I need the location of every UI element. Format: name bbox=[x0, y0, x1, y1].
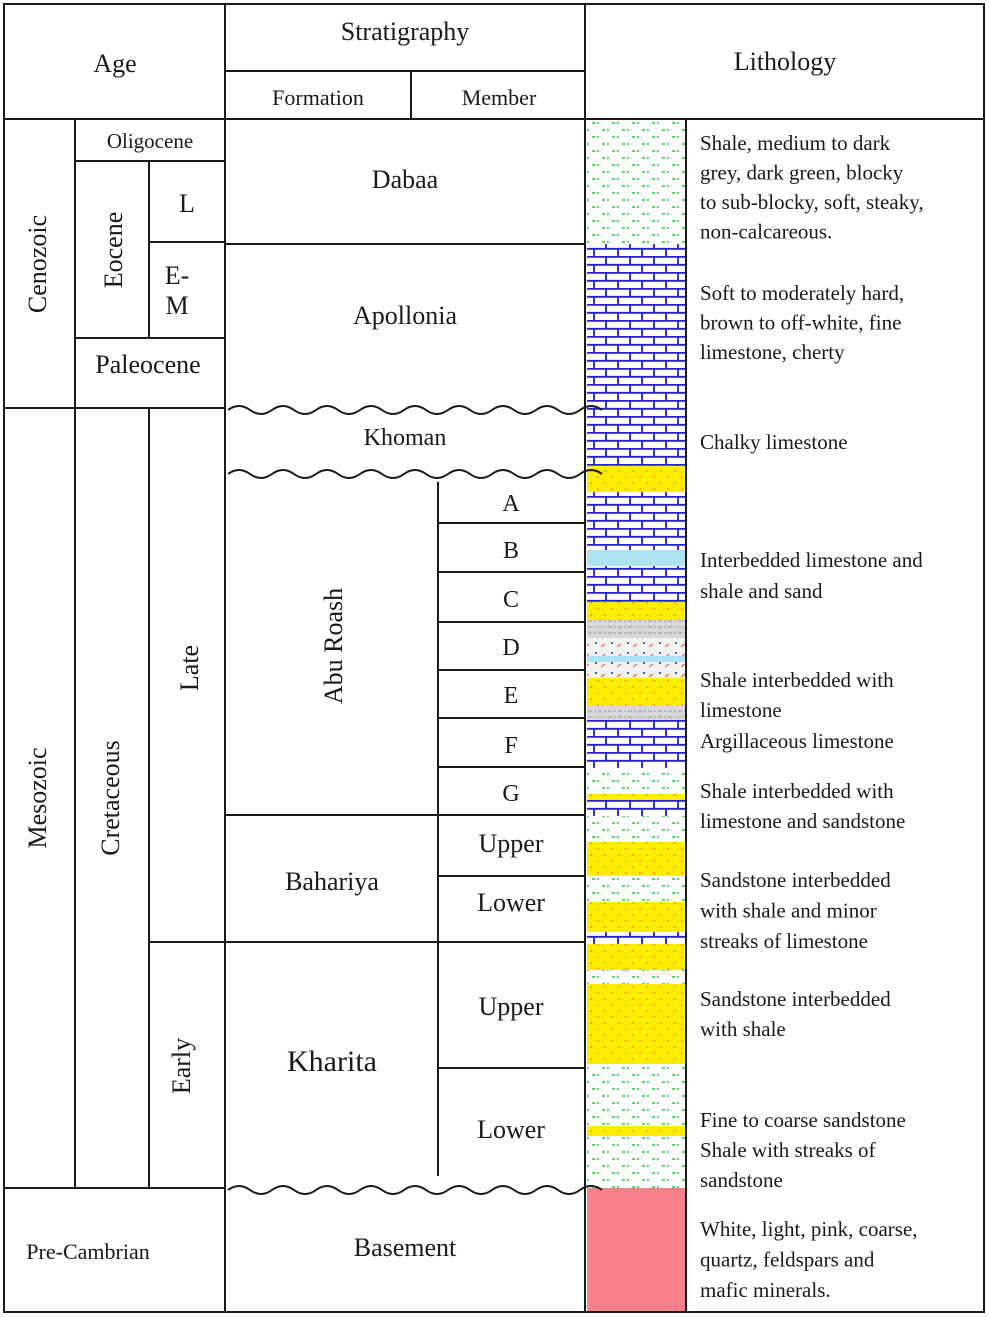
litho-bah-shale-2 bbox=[587, 876, 685, 902]
text-line: Shale interbedded with bbox=[700, 779, 894, 803]
desc-abu-roash-abc bbox=[700, 548, 923, 603]
text-line: limestone and sandstone bbox=[700, 809, 906, 833]
litho-bah-limestone-streak bbox=[587, 932, 685, 944]
text-line: White, light, pink, coarse, bbox=[700, 1217, 918, 1241]
text-line: E- bbox=[164, 261, 190, 290]
desc-bahariya bbox=[700, 868, 891, 953]
member-c: C bbox=[502, 587, 520, 613]
member-g: G bbox=[502, 781, 520, 807]
unconformity-khoman-abuRoash bbox=[228, 470, 602, 478]
desc-abu-roash-g bbox=[700, 779, 905, 833]
litho-kh-shale-3 bbox=[587, 1136, 685, 1188]
text-line: mafic minerals. bbox=[700, 1278, 831, 1302]
formation-apollonia: Apollonia bbox=[353, 301, 457, 330]
desc-kharita-lower bbox=[700, 1108, 906, 1192]
formation-basement: Basement bbox=[353, 1233, 457, 1262]
litho-kh-shale-2 bbox=[587, 1064, 685, 1126]
text-line: Shale, medium to dark bbox=[700, 131, 891, 155]
desc-dabaa bbox=[700, 131, 924, 244]
member-e: E bbox=[503, 683, 519, 709]
text-line: with shale bbox=[700, 1017, 786, 1041]
member-f: F bbox=[504, 733, 518, 759]
litho-ar-sand-1 bbox=[587, 466, 685, 492]
epoch-eocene-early-middle bbox=[165, 261, 190, 320]
unconformity-kharita-basement bbox=[228, 1186, 602, 1194]
formation-khoman: Khoman bbox=[363, 425, 447, 451]
header bbox=[93, 17, 836, 110]
desc-abu-roash-f bbox=[700, 729, 894, 753]
member-bahariya-lower: Lower bbox=[477, 888, 545, 917]
litho-ar-f-limestone bbox=[587, 720, 685, 768]
text-line: Interbedded limestone and bbox=[700, 548, 923, 572]
litho-kh-sand-2 bbox=[587, 984, 685, 1064]
text-line: quartz, feldspars and bbox=[700, 1247, 875, 1272]
desc-kharita-upper bbox=[700, 987, 891, 1041]
litho-ar-d-mixed bbox=[587, 638, 685, 656]
member-bahariya-upper: Upper bbox=[478, 829, 544, 858]
header-formation: Formation bbox=[272, 85, 364, 110]
text-line: limestone, cherty bbox=[700, 340, 845, 364]
litho-ar-chert-2 bbox=[587, 656, 685, 662]
epoch-paleocene: Paleocene bbox=[95, 350, 201, 379]
text-line: Soft to moderately hard, bbox=[700, 281, 905, 305]
member-d: D bbox=[502, 635, 520, 661]
litho-ar-g-limestone bbox=[587, 800, 685, 816]
member-b: B bbox=[502, 538, 520, 564]
litho-dabaa-shale bbox=[587, 120, 685, 244]
epoch-late: Late bbox=[175, 644, 204, 692]
epoch-oligocene: Oligocene bbox=[106, 129, 194, 153]
litho-kh-shale-1 bbox=[587, 970, 685, 984]
text-line: Argillaceous limestone bbox=[700, 729, 894, 753]
litho-ar-g-sand bbox=[587, 794, 685, 800]
formation-kharita: Kharita bbox=[287, 1045, 377, 1078]
period-cretaceous: Cretaceous bbox=[96, 740, 125, 856]
litho-ar-e-mixed bbox=[587, 662, 685, 678]
member-kharita-upper: Upper bbox=[478, 992, 544, 1021]
member-labels bbox=[477, 491, 545, 1144]
era-precambrian: Pre-Cambrian bbox=[26, 1239, 150, 1264]
litho-ar-grey-1 bbox=[587, 620, 685, 638]
litho-ar-g-shale bbox=[587, 768, 685, 794]
litho-kh-sand-3 bbox=[587, 1126, 685, 1136]
text-line: Sandstone interbedded bbox=[700, 987, 891, 1011]
text-line: brown to off-white, fine bbox=[700, 310, 902, 335]
formation-abu-roash: Abu Roash bbox=[319, 587, 348, 705]
litho-bah-shale-1 bbox=[587, 816, 685, 842]
header-member: Member bbox=[461, 85, 537, 110]
header-lithology: Lithology bbox=[733, 47, 837, 76]
litho-ar-e-grey bbox=[587, 706, 685, 720]
text-line: non-calcareous. bbox=[700, 219, 833, 244]
text-line: Sandstone interbedded bbox=[700, 868, 891, 892]
formation-bahariya: Bahariya bbox=[285, 867, 379, 896]
age-labels bbox=[23, 129, 204, 1264]
header-age: Age bbox=[93, 49, 137, 78]
desc-khoman bbox=[700, 430, 848, 454]
member-kharita-lower: Lower bbox=[477, 1115, 545, 1144]
text-line: grey, dark green, blocky bbox=[700, 160, 904, 185]
header-stratigraphy: Stratigraphy bbox=[340, 17, 470, 46]
litho-bah-sand-2 bbox=[587, 902, 685, 932]
text-line: Chalky limestone bbox=[700, 430, 848, 454]
litho-ar-sand-2 bbox=[587, 602, 685, 620]
litho-kh-sand-1 bbox=[587, 944, 685, 970]
litho-ar-e-sand bbox=[587, 678, 685, 706]
text-line: to sub-blocky, soft, steaky, bbox=[700, 190, 924, 214]
desc-abu-roash-e bbox=[700, 668, 894, 722]
formation-labels bbox=[285, 165, 457, 1262]
lithology-descriptions bbox=[700, 131, 924, 1302]
text-line: Fine to coarse sandstone bbox=[700, 1108, 906, 1132]
litho-ar-a-limestone bbox=[587, 492, 685, 550]
desc-apollonia bbox=[700, 281, 904, 364]
text-line: sandstone bbox=[700, 1168, 783, 1192]
litho-ar-chert-band bbox=[587, 550, 685, 566]
unconformity-apollonia-khoman bbox=[228, 406, 602, 414]
text-line: Shale interbedded with bbox=[700, 668, 894, 692]
lithology-column bbox=[587, 120, 685, 1312]
text-line: limestone bbox=[700, 698, 782, 722]
text-line: streaks of limestone bbox=[700, 929, 868, 953]
epoch-early: Early bbox=[167, 1037, 196, 1095]
epoch-eocene-late: L bbox=[179, 189, 195, 218]
epoch-eocene: Eocene bbox=[99, 211, 128, 289]
text-line: Shale with streaks of bbox=[700, 1138, 876, 1162]
text-line: with shale and minor bbox=[700, 898, 877, 923]
text-line: shale and sand bbox=[700, 579, 823, 603]
litho-bah-sand-1 bbox=[587, 842, 685, 876]
era-mesozoic: Mesozoic bbox=[23, 747, 52, 849]
desc-basement bbox=[700, 1217, 918, 1302]
member-a: A bbox=[502, 491, 520, 517]
era-cenozoic: Cenozoic bbox=[23, 214, 52, 314]
text-line: M bbox=[165, 291, 189, 320]
litho-ar-c-limestone bbox=[587, 566, 685, 602]
formation-dabaa: Dabaa bbox=[371, 165, 439, 194]
litho-apollonia-limestone bbox=[587, 244, 685, 466]
litho-basement bbox=[587, 1188, 685, 1312]
